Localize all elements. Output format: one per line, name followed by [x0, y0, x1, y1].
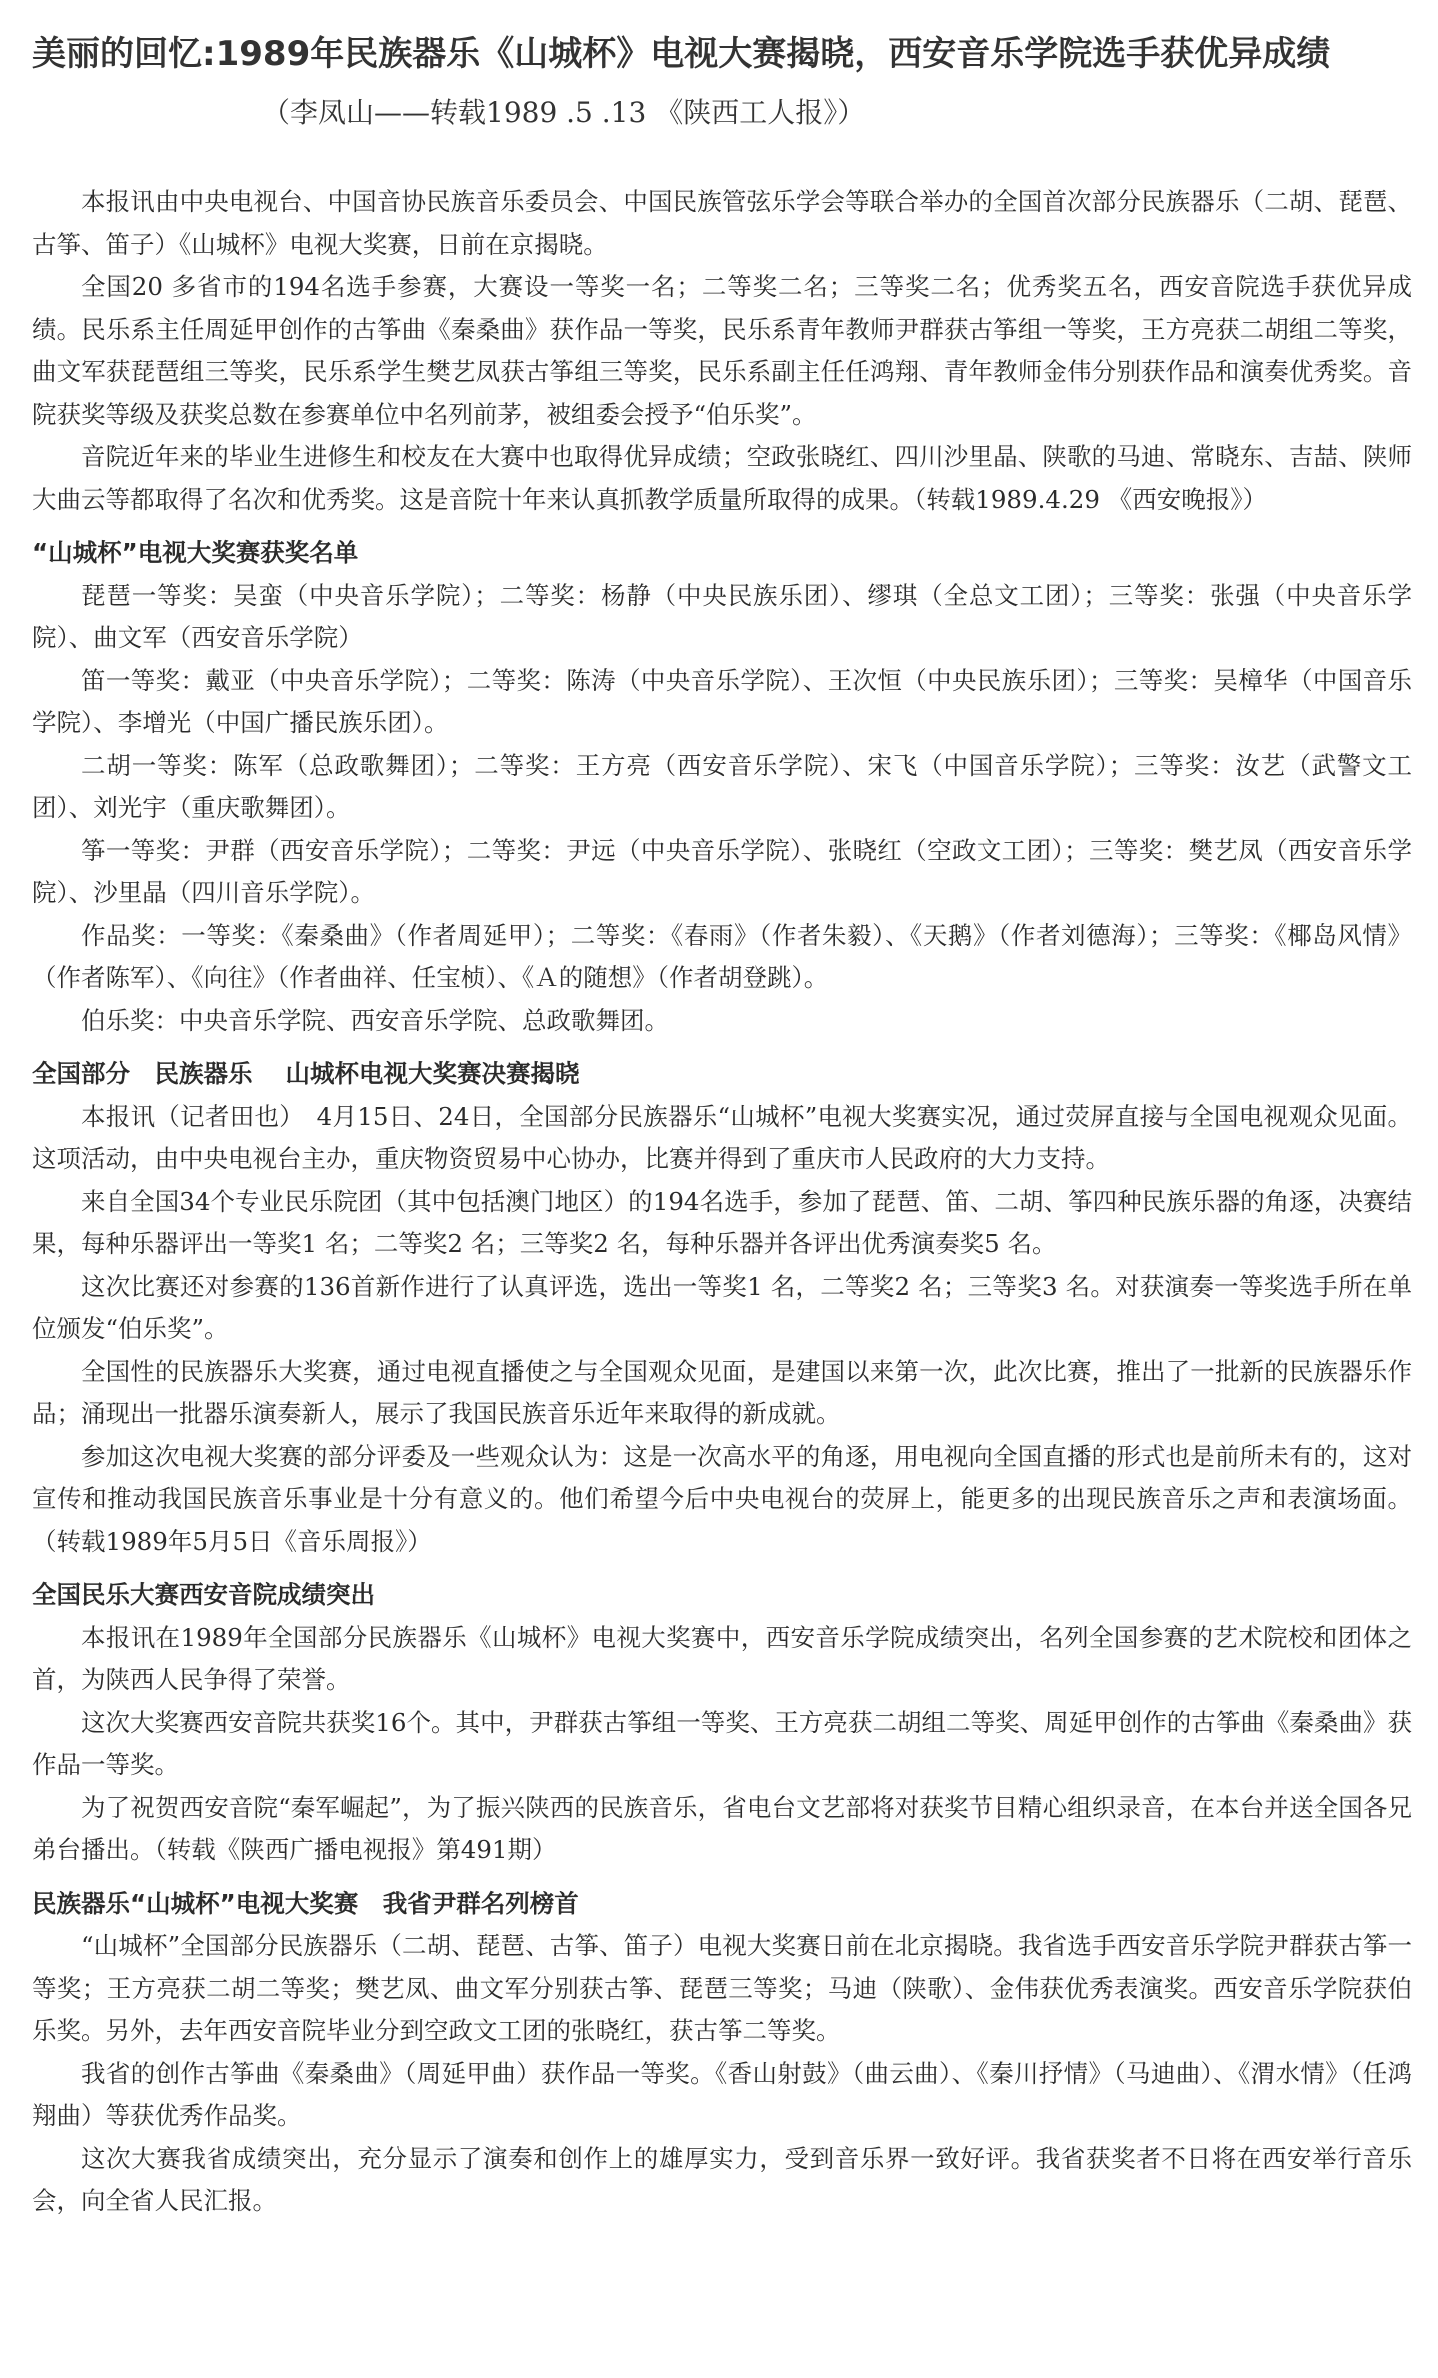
paragraph: 本报讯在1989年全国部分民族器乐《山城杯》电视大奖赛中，西安音乐学院成绩突出，名列全国参赛的艺术院校和团体之首，为陕西人民争得了荣誉。: [32, 1622, 1412, 1694]
paragraph: 音院近年来的毕业生进修生和校友在大赛中也取得优异成绩；空政张晓红、四川沙里晶、陕歌的马迪、常晓东、吉喆、陕师大曲云等都取得了名次和优秀奖。这是音院十年来认真抓教学质量所取得的成果。（转载1989.4.29 《西安晚报》）: [32, 442, 1412, 514]
section-heading: “山城杯”电视大奖赛获奖名单: [32, 538, 359, 567]
paragraph: 全国20 多省市的194名选手参赛，大赛设一等奖一名；二等奖二名；三等奖二名；优秀奖五名，西安音院选手获优异成绩。民乐系主任周延甲创作的古筝曲《秦桑曲》获作品一等奖，民乐系青年教师尹群获古筝组一等奖，王方亮获二胡组二等奖，曲文军获琵琶组三等奖，民乐系学生樊艺凤获古筝组三等奖，民乐系副主任任鸿翔、青年教师金伟分别获作品和演奏优秀奖。音院获奖等级及获奖总数在参赛单位中名列前茅，被组委会授予“伯乐奖”。: [32, 272, 1412, 429]
paragraph: 二胡一等奖：陈军（总政歌舞团）；二等奖：王方亮（西安音乐学院）、宋飞（中国音乐学院）；三等奖：汝艺（武警文工团）、刘光宇（重庆歌舞团）。: [32, 750, 1412, 822]
paragraph: 这次大奖赛西安音院共获奖16个。其中，尹群获古筝组一等奖、王方亮获二胡组二等奖、周延甲创作的古筝曲《秦桑曲》获作品一等奖。: [32, 1707, 1412, 1779]
title-text: 美丽的回忆:1989年民族器乐《山城杯》电视大赛揭晓，西安音乐学院选手获优异成绩: [32, 34, 1331, 74]
article-section: [32, 181, 1412, 521]
paragraph: 参加这次电视大奖赛的部分评委及一些观众认为：这是一次高水平的角逐，用电视向全国直播的形式也是前所未有的，这对宣传和推动我国民族音乐事业是十分有意义的。他们希望今后中央电视台的荧屏上，能更多的出现民族音乐之声和表演场面。（转载1989年5月5日《音乐周报》）: [32, 1441, 1412, 1556]
paragraph: 全国性的民族器乐大奖赛，通过电视直播使之与全国观众见面，是建国以来第一次，此次比赛，推出了一批新的民族器乐作品；涌现出一批器乐演奏新人，展示了我国民族音乐近年来取得的新成就。: [32, 1356, 1412, 1428]
paragraph: 这次大赛我省成绩突出，充分显示了演奏和创作上的雄厚实力，受到音乐界一致好评。我省获奖者不日将在西安举行音乐会，向全省人民汇报。: [32, 2143, 1412, 2215]
paragraph: 本报讯由中央电视台、中国音协民族音乐委员会、中国民族管弦乐学会等联合举办的全国首次部分民族器乐（二胡、琵琶、古筝、笛子）《山城杯》电视大奖赛，日前在京揭晓。: [32, 187, 1412, 259]
paragraph: 筝一等奖：尹群（西安音乐学院）；二等奖：尹远（中央音乐学院）、张晓红（空政文工团）；三等奖：樊艺凤（西安音乐学院）、沙里晶（四川音乐学院）。: [32, 835, 1412, 907]
article-section: [32, 532, 1412, 1042]
paragraph: 作品奖：一等奖：《秦桑曲》（作者周延甲）；二等奖：《春雨》（作者朱毅）、《天鹅》（作者刘德海）；三等奖：《椰岛风情》（作者陈军）、《向往》（作者曲祥、任宝桢）、《Ａ的随想》（作者胡登跳）。: [32, 920, 1412, 992]
paragraph: 为了祝贺西安音院“秦军崛起”，为了振兴陕西的民族音乐，省电台文艺部将对获奖节目精心组织录音，在本台并送全国各兄弟台播出。（转载《陕西广播电视报》第491期）: [32, 1792, 1412, 1864]
paragraph: 伯乐奖：中央音乐学院、西安音乐学院、总政歌舞团。: [81, 1005, 669, 1035]
paragraph: 笛一等奖：戴亚（中央音乐学院）；二等奖：陈涛（中央音乐学院）、王次恒（中央民族乐团）；三等奖：吴樟华（中国音乐学院）、李增光（中国广播民族乐团）。: [32, 665, 1412, 737]
section-heading: 民族器乐“山城杯”电视大奖赛 我省尹群名列榜首: [32, 1888, 579, 1918]
paragraph: 我省的创作古筝曲《秦桑曲》（周延甲曲）获作品一等奖。《香山射鼓》（曲云曲）、《秦川抒情》（马迪曲）、《渭水情》（任鸿翔曲）等获优秀作品奖。: [32, 2058, 1412, 2130]
article-body: [32, 181, 1412, 2223]
paragraph: 本报讯（记者田也） 4月15日、24日，全国部分民族器乐“山城杯”电视大奖赛实况，通过荧屏直接与全国电视观众见面。这项活动，由中央电视台主办，重庆物资贸易中心协办，比赛并得到了重庆市人民政府的大力支持。: [32, 1101, 1412, 1173]
section-heading: 全国部分 民族器乐 山城杯电视大奖赛决赛揭晓: [32, 1059, 580, 1088]
article-section: [32, 1883, 1412, 2223]
paragraph: 这次比赛还对参赛的136首新作进行了认真评选，选出一等奖1 名，二等奖2 名；三等奖3 名。对获演奏一等奖选手所在单位颁发“伯乐奖”。: [32, 1271, 1412, 1343]
article-title: [32, 26, 1412, 141]
paragraph: 琵琶一等奖：吴蛮（中央音乐学院）；二等奖：杨静（中央民族乐团）、缪琪（全总文工团）；三等奖：张强（中央音乐学院）、曲文军（西安音乐学院）: [32, 580, 1412, 652]
paragraph: “山城杯”全国部分民族器乐（二胡、琵琶、古筝、笛子）电视大奖赛日前在北京揭晓。我省选手西安音乐学院尹群获古筝一等奖；王方亮获二胡二等奖；樊艺凤、曲文军分别获古筝、琵琶三等奖；马迪（陕歌）、金伟获优秀表演奖。西安音乐学院获伯乐奖。另外，去年西安音院毕业分到空政文工团的张晓红，获古筝二等奖。: [32, 1931, 1412, 2045]
article-section: [32, 1053, 1412, 1563]
article-section: [32, 1574, 1412, 1872]
paragraph: 来自全国34个专业民乐院团（其中包括澳门地区）的194名选手，参加了琵琶、笛、二胡、筝四种民族乐器的角逐，决赛结果，每种乐器评出一等奖1 名；二等奖2 名；三等奖2 名，每种乐器并各评出优秀演奏奖5 名。: [32, 1186, 1412, 1258]
section-heading: 全国民乐大赛西安音院成绩突出: [32, 1580, 375, 1609]
title-source: （李凤山——转载1989 .5 .13 《陕西工人报》）: [262, 96, 866, 129]
